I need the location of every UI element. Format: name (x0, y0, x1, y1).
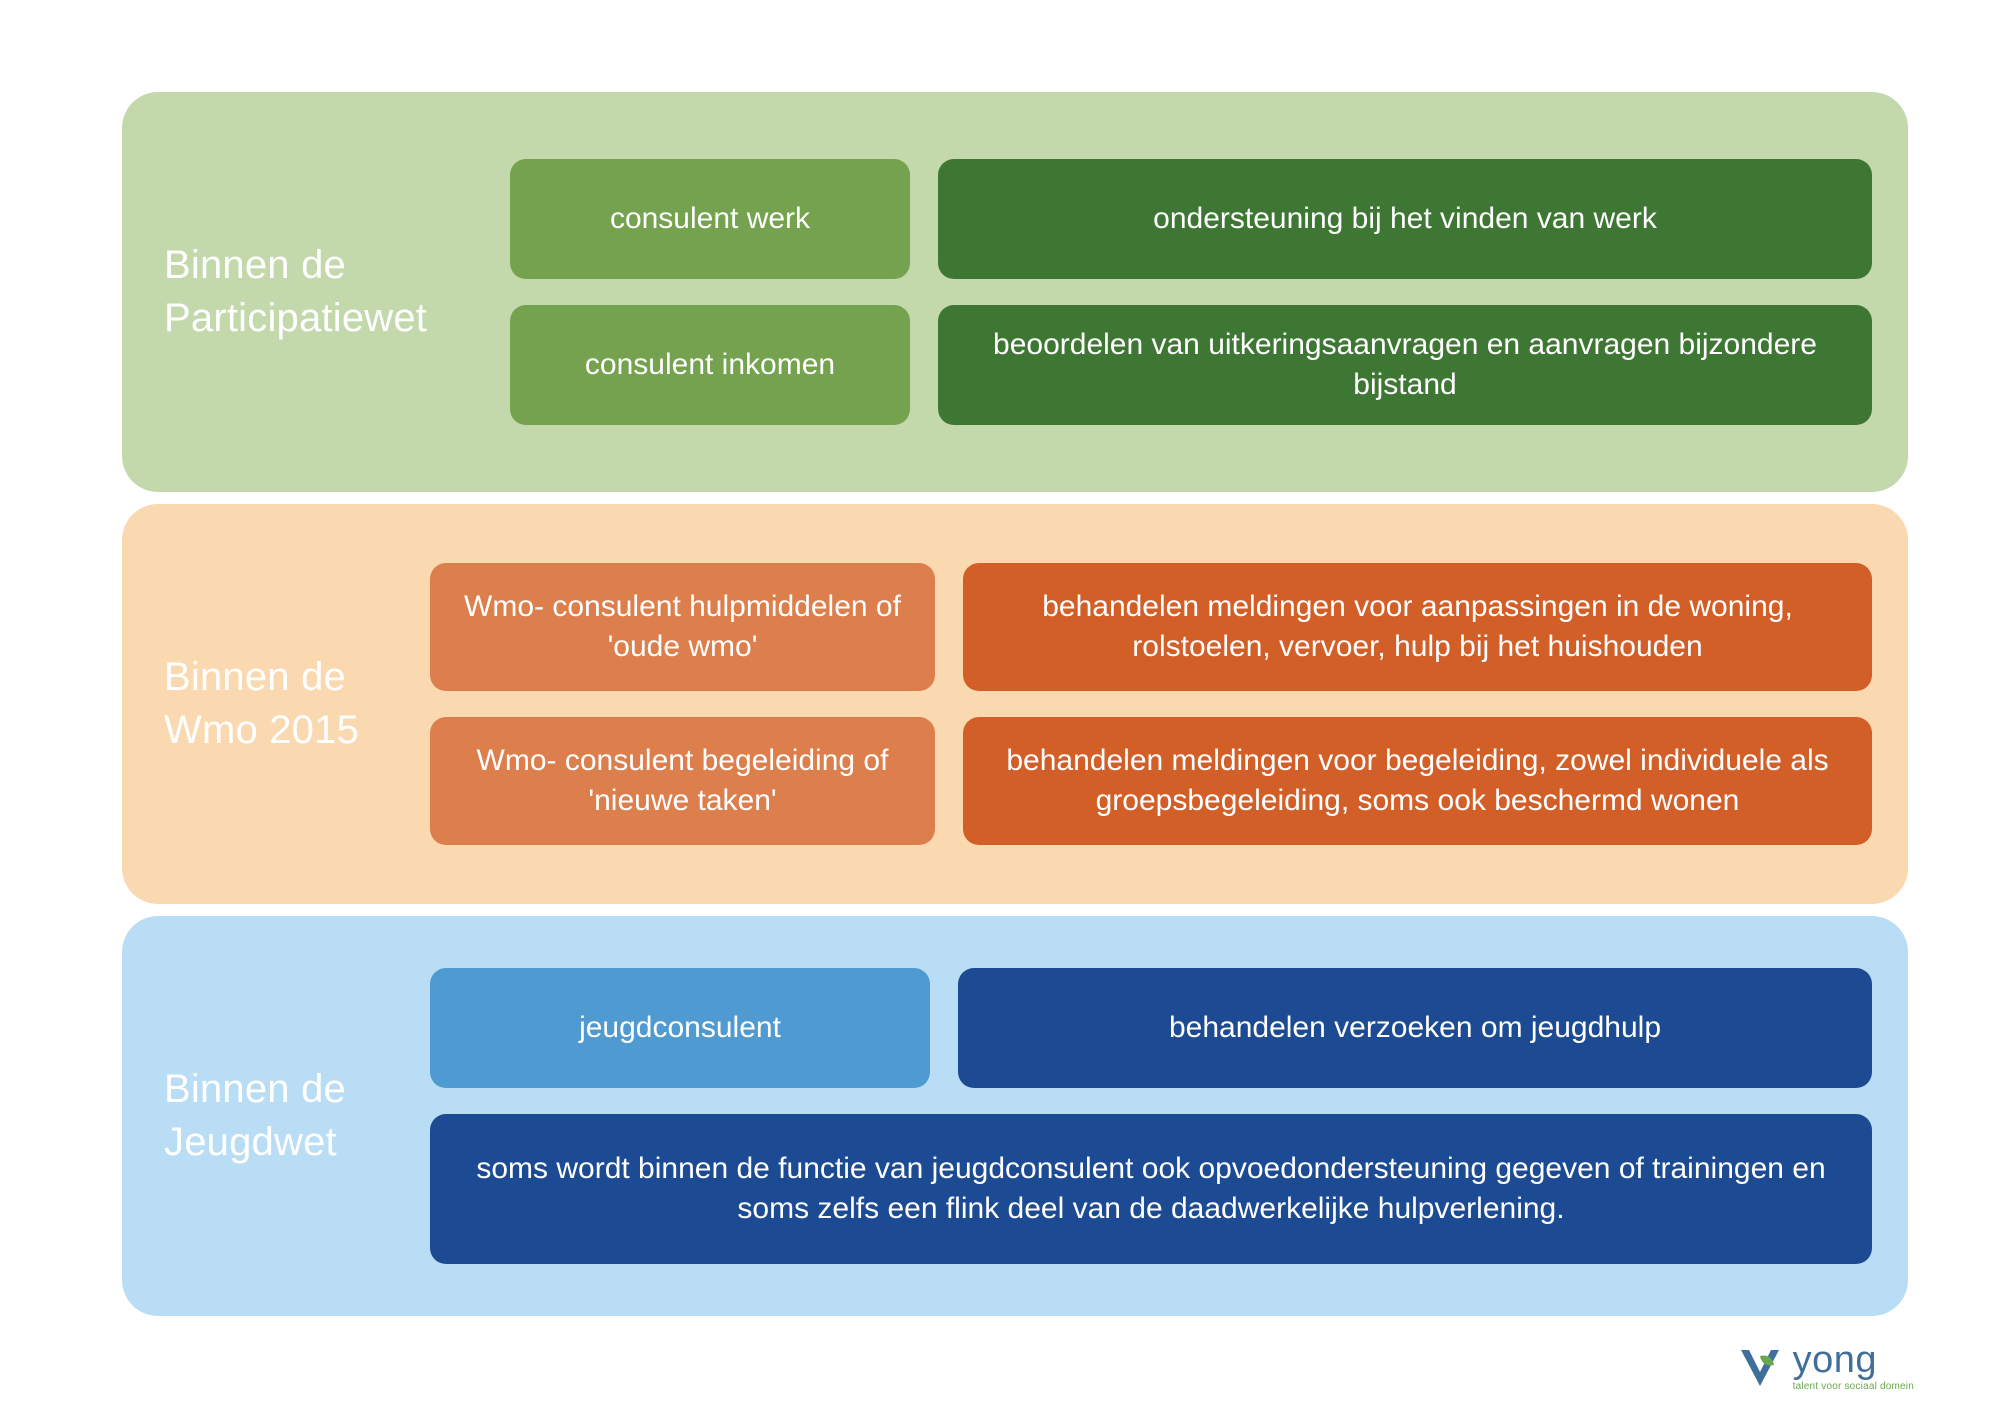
role-card-consulent-inkomen[interactable]: consulent inkomen (510, 305, 910, 425)
band-wmo-2015 (122, 504, 1908, 904)
note-card-jeugdconsulent[interactable]: soms wordt binnen de functie van jeugdconsulent ook opvoedondersteuning gegeven of trainingen en soms zelfs een flink deel van de daadwerkelijke hulpverlening. (430, 1114, 1872, 1264)
diagram-row (430, 563, 1872, 691)
band-jeugdwet (122, 916, 1908, 1316)
desc-card-wmo-begeleiding[interactable]: behandelen meldingen voor begeleiding, zowel individuele als groepsbegeleiding, soms ook beschermd wonen (963, 717, 1872, 845)
logo (1737, 1341, 1914, 1392)
role-card-wmo-begeleiding[interactable]: Wmo- consulent begeleiding of 'nieuwe taken' (430, 717, 935, 845)
role-card-wmo-hulpmiddelen[interactable]: Wmo- consulent hulpmiddelen of 'oude wmo' (430, 563, 935, 691)
desc-card-consulent-werk[interactable]: ondersteuning bij het vinden van werk (938, 159, 1872, 279)
yong-v-leaf-icon (1737, 1344, 1783, 1390)
diagram-row (430, 1114, 1872, 1264)
logo-name: yong (1792, 1339, 1878, 1381)
band-rows-wmo-2015 (430, 563, 1908, 845)
diagram-row (510, 159, 1872, 279)
diagram-row (430, 968, 1872, 1088)
role-card-consulent-werk[interactable]: consulent werk (510, 159, 910, 279)
logo-tagline: talent voor sociaal domein (1792, 1381, 1914, 1392)
band-label-participatiewet: Binnen de Participatiewet (164, 243, 428, 340)
logo-wordmark (1793, 1341, 1914, 1392)
band-rows-jeugdwet (430, 968, 1908, 1264)
desc-card-consulent-inkomen[interactable]: beoordelen van uitkeringsaanvragen en aanvragen bijzondere bijstand (938, 305, 1872, 425)
band-label-jeugdwet: Binnen de Jeugdwet (164, 1067, 346, 1164)
diagram-row (430, 717, 1872, 845)
band-participatiewet (122, 92, 1908, 492)
desc-card-wmo-hulpmiddelen[interactable]: behandelen meldingen voor aanpassingen in de woning, rolstoelen, vervoer, hulp bij het huishouden (963, 563, 1872, 691)
band-label-wmo-2015: Binnen de Wmo 2015 (164, 655, 360, 752)
diagram-row (510, 305, 1872, 425)
role-card-jeugdconsulent[interactable]: jeugdconsulent (430, 968, 930, 1088)
desc-card-jeugdconsulent[interactable]: behandelen verzoeken om jeugdhulp (958, 968, 1872, 1088)
band-rows-participatiewet (510, 159, 1908, 425)
